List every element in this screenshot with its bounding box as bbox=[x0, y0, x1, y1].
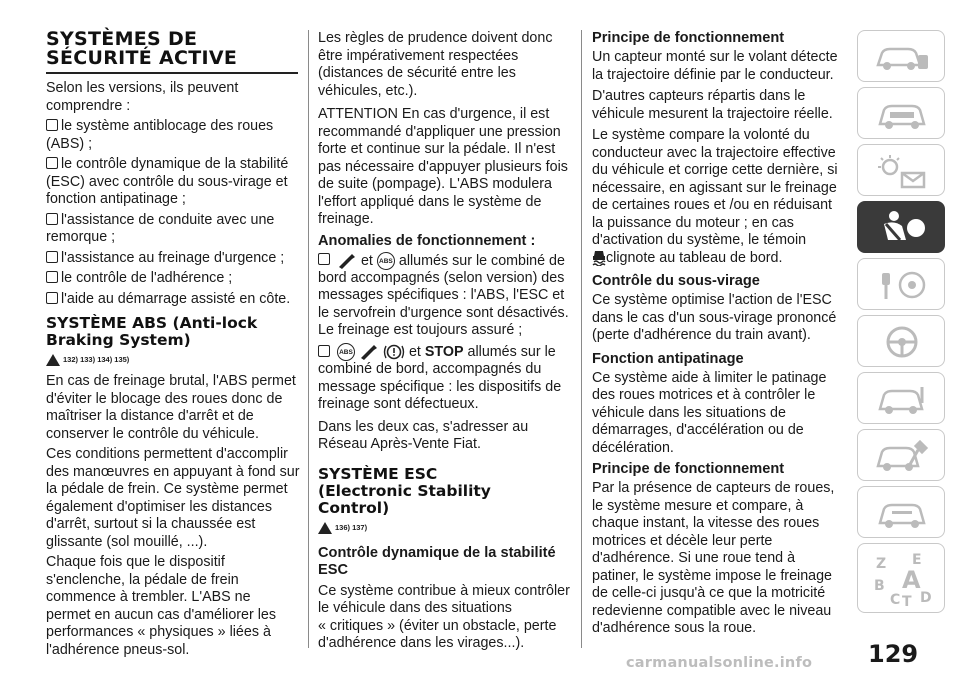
paragraph: Ce système optimise l'action de l'ESC dans le cas d'un sous-virage prononcé (perte d'adhérence du train avant). bbox=[592, 292, 837, 343]
list-item: l'aide au démarrage assisté en côte. bbox=[46, 291, 298, 309]
paragraph: Dans les deux cas, s'adresser au Réseau Après-Vente Fiat. bbox=[318, 418, 529, 453]
paragraph: Un capteur monté sur le volant détecte la trajectoire définie par le conducteur. bbox=[592, 49, 838, 83]
warning-triangle-icon bbox=[318, 522, 332, 534]
abs-paragraph-2: Ces conditions permettent d'accomplir des manœuvres en appuyant à fond sur la pédale de frein. Ce système permet également d'optimiser les distances d'arrêt, surtout si la chaussée est glissante (sol mouillé, ...). bbox=[46, 446, 300, 550]
esc-warning-refs: 136) 137) bbox=[318, 521, 575, 535]
tab-car-key[interactable] bbox=[857, 30, 945, 82]
car-key-icon bbox=[872, 39, 932, 75]
attention-paragraph: ATTENTION En cas d'urgence, il est recommandé d'appliquer une pression forte et continue sur la pédale. Il n'est pas nécessaire d'appuyer plusieurs fois de suite (pompage). L'ABS modulera l'effort appliqué dans le système de freinage. bbox=[318, 106, 568, 227]
paragraph: Par la présence de capteurs de roues, le système mesure et compare, à chaque instant, la vitesse des roues motrices et décèle leur perte d'adhérence. Si une roue tend à patiner, le système impose le freinage de celle-ci jusqu'à ce que la motricité redevienne compatible avec le niveau d'adhérence sous la roue. bbox=[592, 480, 835, 636]
bullet-box-icon bbox=[46, 251, 58, 263]
airbag-safety-icon bbox=[872, 210, 932, 246]
principle-heading: Principe de fonctionnement bbox=[592, 461, 785, 477]
breakdown-tools-icon bbox=[872, 381, 932, 417]
bullet-box-icon bbox=[46, 119, 58, 131]
abs-paragraph-1: En cas de freinage brutal, l'ABS permet d'éviter le blocage des roues donc de maîtriser la distance d'arrêt et de conserver le contrôle du véhicule. bbox=[46, 373, 296, 442]
abs-warning-light-icon: ABS bbox=[377, 252, 395, 270]
tab-maintenance[interactable] bbox=[857, 429, 945, 481]
brake-warning-light-icon bbox=[359, 344, 379, 360]
tab-safety[interactable] bbox=[857, 201, 945, 253]
bullet-box-icon bbox=[46, 271, 58, 283]
bullet-box-icon bbox=[318, 253, 330, 265]
tab-technical-data[interactable] bbox=[857, 486, 945, 538]
principle-heading: Principe de fonctionnement bbox=[592, 30, 785, 46]
bullet-box-icon bbox=[46, 292, 58, 304]
paragraph: Ce système contribue à mieux contrôler le véhicule dans des situations « critiques » (éviter un obstacle, perte d'adhérence dans les virages...). bbox=[318, 582, 570, 652]
anomaly-item: et ABS allumés sur le combiné de bord accompagnés (selon version) des messages spécifiques : l'ABS, l'ESC et le servofrein d'urgence sont désactivés. Le freinage est toujours assuré ; bbox=[318, 252, 569, 339]
abs-warning-light-icon: ABS bbox=[337, 343, 355, 361]
paragraph: Le système compare la volonté du conducteur avec la trajectoire effective du véhicule et corrige cette dernière, si nécessaire, en agissant sur le freinage de certaines roues et /ou en réduisant la puissance du moteur ; en cas d'activation du système, le témoin clignote au tableau de bord. bbox=[592, 127, 838, 266]
warning-triangle-icon bbox=[46, 354, 60, 366]
alphabetical-index-icon bbox=[872, 552, 934, 608]
column-divider bbox=[308, 30, 309, 648]
list-item: le système antiblocage des roues (ABS) ; bbox=[46, 118, 274, 152]
column-right bbox=[592, 30, 846, 641]
list-item: le contrôle dynamique de la stabilité (ESC) avec contrôle du sous-virage et fonction antipatinage ; bbox=[46, 156, 289, 207]
tab-dashboard[interactable] bbox=[857, 87, 945, 139]
wrench-maintenance-icon bbox=[872, 438, 932, 474]
title-rule bbox=[46, 72, 298, 74]
stability-control-heading: Contrôle dynamique de la stabilité ESC bbox=[318, 544, 556, 578]
column-divider bbox=[581, 30, 582, 648]
feature-list bbox=[46, 118, 298, 308]
svg-text:C: C bbox=[890, 592, 901, 608]
paragraph: D'autres capteurs répartis dans le véhicule mesurent la trajectoire réelle. bbox=[592, 88, 833, 122]
list-item: le contrôle de l'adhérence ; bbox=[46, 270, 298, 288]
car-dashboard-icon bbox=[872, 96, 932, 132]
column-middle bbox=[318, 30, 575, 656]
watermark: carmanualsonline.info bbox=[626, 655, 813, 671]
svg-text:A: A bbox=[902, 566, 921, 594]
list-item: l'assistance de conduite avec une remorque ; bbox=[46, 211, 275, 245]
esc-warning-light-icon bbox=[592, 250, 606, 266]
technical-data-icon bbox=[872, 495, 932, 531]
list-item: l'assistance au freinage d'urgence ; bbox=[46, 250, 298, 268]
paragraph: Les règles de prudence doivent donc être impérativement respectées (distances de sécurité entre les véhicules, etc.). bbox=[318, 30, 553, 99]
tab-emergency[interactable] bbox=[857, 372, 945, 424]
brake-failure-light-icon bbox=[383, 343, 405, 361]
bullet-box-icon bbox=[46, 213, 58, 225]
steering-wheel-icon bbox=[872, 324, 932, 360]
key-start-icon bbox=[872, 267, 932, 303]
svg-text:Z: Z bbox=[876, 556, 887, 572]
page-number: 129 bbox=[868, 640, 919, 668]
section-title-active-safety: SYSTÈMES DE SÉCURITÉ ACTIVE bbox=[46, 28, 238, 69]
svg-text:B: B bbox=[874, 578, 885, 594]
svg-text:T: T bbox=[902, 594, 912, 608]
esc-title: SYSTÈME ESC (Electronic Stability Control) bbox=[318, 464, 491, 517]
brake-warning-light-icon bbox=[337, 253, 357, 269]
abs-title: SYSTÈME ABS (Anti-lock Braking System) bbox=[46, 314, 258, 349]
paragraph: Ce système aide à limiter le patinage des roues motrices et à contrôler le véhicule dans les situations de démarrages, d'accélération ou de décélération. bbox=[592, 369, 827, 456]
bullet-box-icon bbox=[46, 157, 58, 169]
anomalies-heading: Anomalies de fonctionnement : bbox=[318, 232, 536, 249]
tab-driving[interactable] bbox=[857, 315, 945, 367]
bullet-box-icon bbox=[318, 345, 330, 357]
tab-index[interactable] bbox=[857, 543, 945, 613]
abs-paragraph-3: Chaque fois que le dispositif s'enclenche, la pédale de frein commence à trembler. L'ABS ne permet en aucun cas d'améliorer les performances « physiques » liées à l'adhérence pneus-sol. bbox=[46, 554, 277, 658]
tab-warning-lights[interactable] bbox=[857, 144, 945, 196]
anomaly-item: ABS et STOP allumés sur le combiné de bord, accompagnés du message spécifique : les dispositifs de freinage sont défectueux. bbox=[318, 343, 562, 413]
tab-starting[interactable] bbox=[857, 258, 945, 310]
warning-lights-icon bbox=[872, 153, 932, 189]
column-left bbox=[46, 30, 298, 662]
svg-text:D: D bbox=[920, 590, 932, 606]
understeer-heading: Contrôle du sous-virage bbox=[592, 273, 760, 289]
intro-paragraph: Selon les versions, ils peuvent comprendre : bbox=[46, 80, 239, 114]
abs-warning-refs: 132) 133) 134) 135) bbox=[46, 353, 298, 367]
traction-heading: Fonction antipatinage bbox=[592, 350, 744, 367]
svg-text:E: E bbox=[912, 552, 922, 568]
